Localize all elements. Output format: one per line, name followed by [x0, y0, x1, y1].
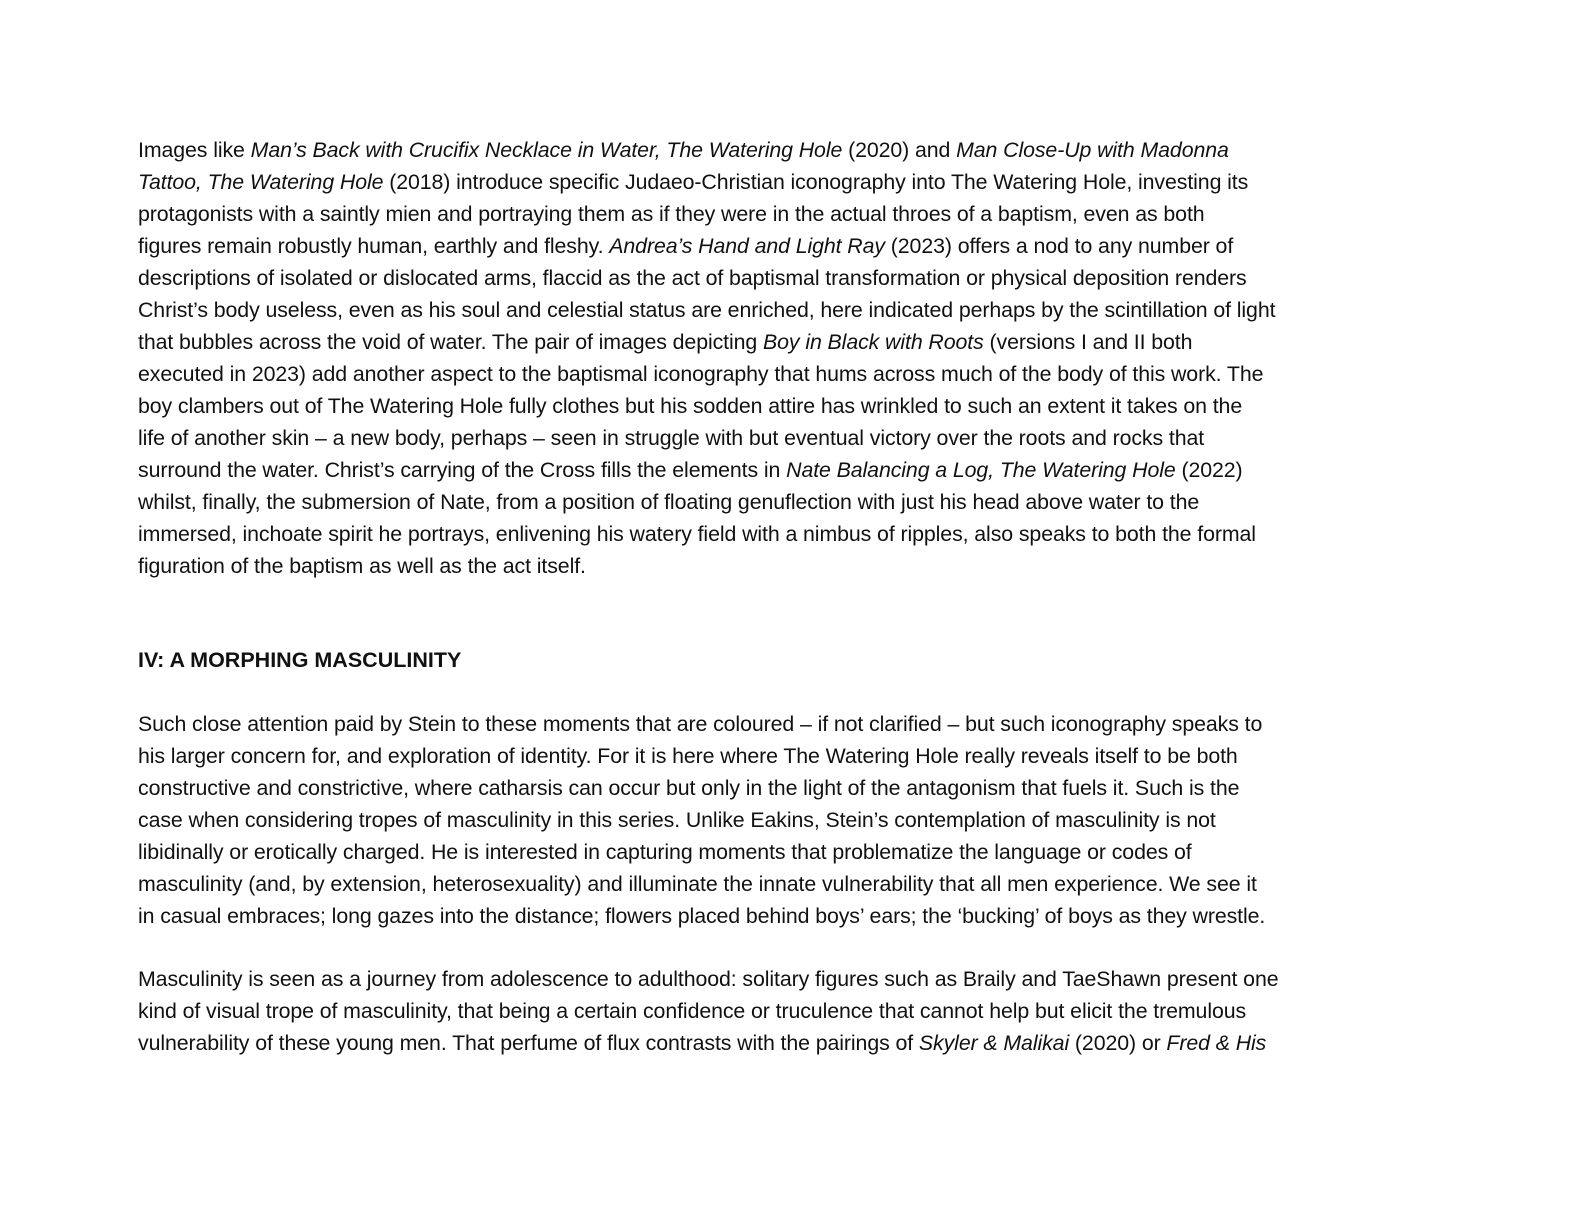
body-text: masculinity (and, by extension, heterosexuality) and illuminate the innate vulnerability that all men experience. We see it [138, 872, 1257, 896]
body-paragraph [138, 134, 1448, 582]
body-text: surround the water. Christ’s carrying of the Cross fills the elements in [138, 458, 787, 482]
text-line [138, 390, 1438, 422]
body-paragraph [138, 963, 1448, 1059]
italic-title-text: Boy in Black with Roots [763, 330, 984, 354]
body-text: whilst, finally, the submersion of Nate, from a position of floating genuflection with just his head above water to the [138, 490, 1200, 514]
text-line [138, 900, 1438, 932]
body-text: figuration of the baptism as well as the act itself. [138, 554, 586, 578]
text-line [138, 772, 1438, 804]
text-line [138, 294, 1438, 326]
body-text: case when considering tropes of masculinity in this series. Unlike Eakins, Stein’s contemplation of masculinity is not [138, 808, 1216, 832]
text-line [138, 166, 1438, 198]
text-line [138, 326, 1438, 358]
italic-title-text: Man Close-Up with Madonna [956, 138, 1229, 162]
text-line [138, 518, 1438, 550]
italic-title-text: Fred & His [1166, 1031, 1267, 1055]
body-text: (2023) offers a nod to any number of [884, 234, 1234, 258]
body-text: (2018) introduce specific Judaeo-Christian iconography into The Watering Hole, investing its [383, 170, 1249, 194]
body-text: constructive and constrictive, where catharsis can occur but only in the light of the antagonism that fuels it. Such is the [138, 776, 1240, 800]
text-line [138, 740, 1438, 772]
italic-title-text: Andrea’s Hand and Light Ray [609, 234, 885, 258]
body-text: life of another skin – a new body, perhaps – seen in struggle with but eventual victory over the roots and rocks that [138, 426, 1205, 450]
body-text: descriptions of isolated or dislocated arms, flaccid as the act of baptismal transformation or physical deposition renders [138, 266, 1247, 290]
body-text: immersed, inchoate spirit he portrays, enlivening his watery field with a nimbus of ripples, also speaks to both the formal [138, 522, 1256, 546]
text-line [138, 134, 1438, 166]
body-text: Christ’s body useless, even as his soul and celestial status are enriched, here indicated perhaps by the scintillation of light [138, 298, 1276, 322]
body-text: (2020) and [842, 138, 957, 162]
body-text: (versions I and II both [983, 330, 1193, 354]
body-paragraph [138, 708, 1448, 932]
body-text: Images like [138, 138, 251, 162]
text-line [138, 836, 1438, 868]
text-line [138, 422, 1438, 454]
body-text: protagonists with a saintly mien and portraying them as if they were in the actual throes of a baptism, even as both [138, 202, 1205, 226]
body-text: kind of visual trope of masculinity, that being a certain confidence or truculence that cannot help but elicit the tremulous [138, 999, 1247, 1023]
text-line [138, 804, 1438, 836]
italic-title-text: Tattoo, The Watering Hole [138, 170, 384, 194]
section-heading: IV: A MORPHING MASCULINITY [138, 648, 462, 672]
body-text: Masculinity is seen as a journey from adolescence to adulthood: solitary figures such as Braily and TaeShawn present one [138, 967, 1279, 991]
text-line [138, 963, 1438, 995]
body-text: vulnerability of these young men. That perfume of flux contrasts with the pairings of [138, 1031, 919, 1055]
text-line [138, 708, 1438, 740]
text-line [138, 486, 1438, 518]
text-line [138, 262, 1438, 294]
body-text: Such close attention paid by Stein to these moments that are coloured – if not clarified – but such iconography speaks to [138, 712, 1263, 736]
body-text: in casual embraces; long gazes into the distance; flowers placed behind boys’ ears; the ‘bucking’ of boys as they wrestle. [138, 904, 1266, 928]
text-line [138, 1027, 1438, 1059]
body-text: boy clambers out of The Watering Hole fully clothes but his sodden attire has wrinkled to such an extent it takes on the [138, 394, 1243, 418]
italic-title-text: Skyler & Malikai [918, 1031, 1070, 1055]
text-line [138, 358, 1438, 390]
text-line [138, 868, 1438, 900]
text-line [138, 198, 1438, 230]
text-line [138, 550, 1438, 582]
body-text: his larger concern for, and exploration of identity. For it is here where The Watering Hole really reveals itself to be both [138, 744, 1238, 768]
text-line [138, 454, 1438, 486]
body-text: figures remain robustly human, earthly and fleshy. [138, 234, 610, 258]
italic-title-text: Man’s Back with Crucifix Necklace in Water, The Watering Hole [250, 138, 843, 162]
body-text: (2022) [1175, 458, 1243, 482]
italic-title-text: Nate Balancing a Log, The Watering Hole [786, 458, 1176, 482]
text-line [138, 995, 1438, 1027]
body-text: executed in 2023) add another aspect to the baptismal iconography that hums across much of the body of this work. The [138, 362, 1264, 386]
body-text: (2020) or [1069, 1031, 1167, 1055]
body-text: that bubbles across the void of water. The pair of images depicting [138, 330, 764, 354]
body-text: libidinally or erotically charged. He is interested in capturing moments that problematize the language or codes of [138, 840, 1192, 864]
text-line [138, 230, 1438, 262]
